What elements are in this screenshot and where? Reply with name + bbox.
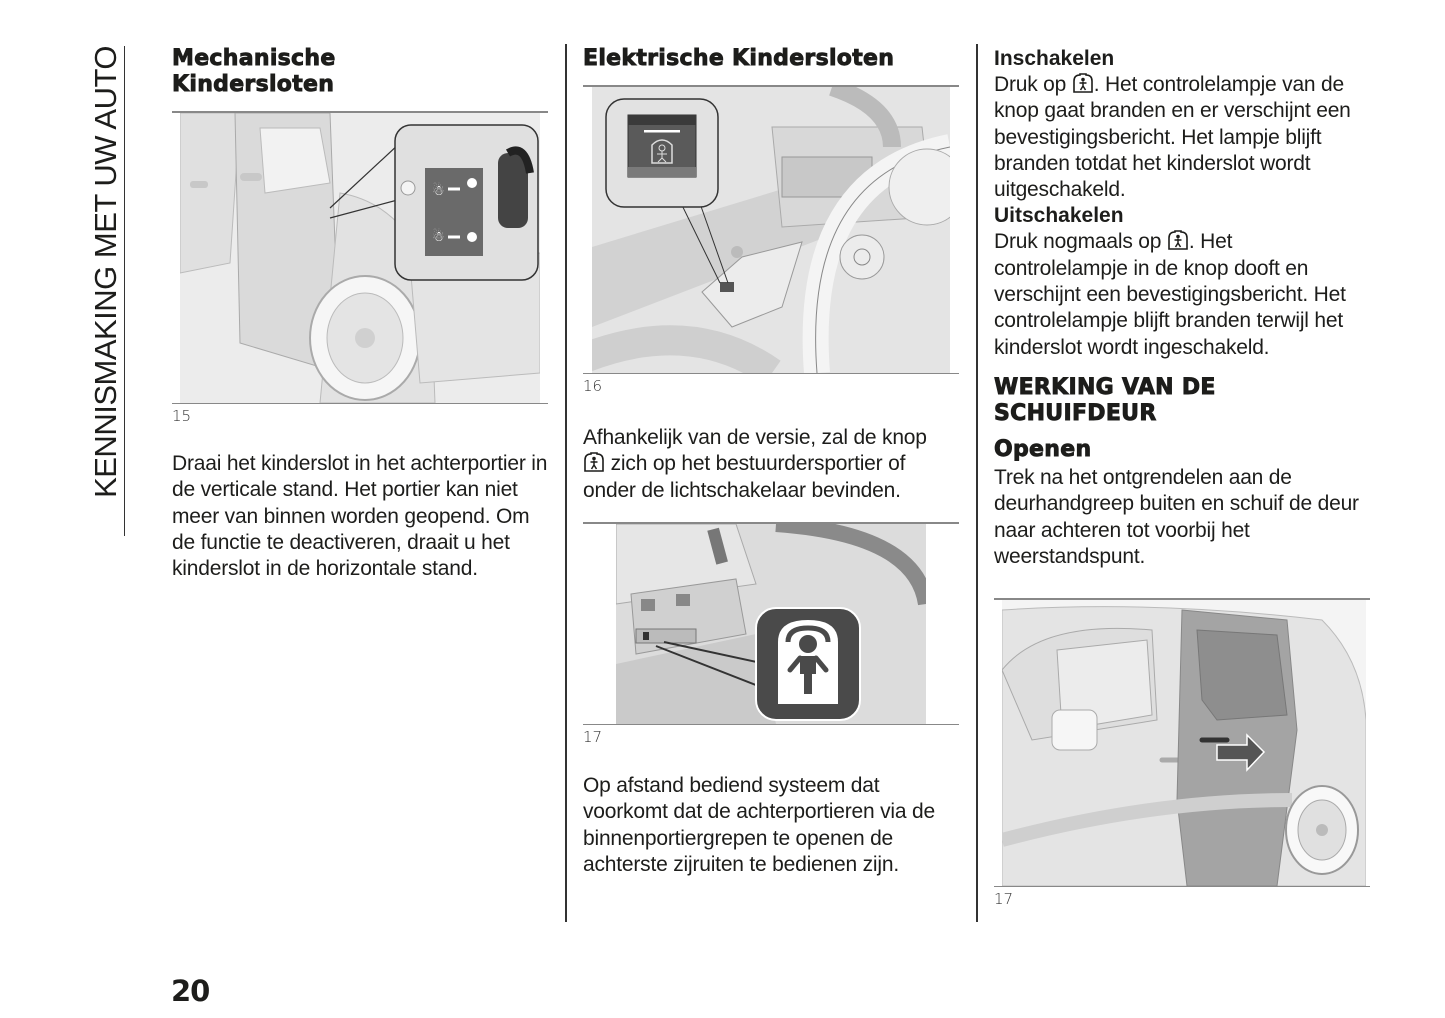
child-lock-icon bbox=[583, 452, 605, 472]
paragraph-enable bbox=[994, 72, 1370, 203]
text-block bbox=[583, 773, 963, 878]
column-electric-child-locks bbox=[583, 44, 959, 72]
figure-number: 16 bbox=[583, 377, 603, 395]
text-span: Afhankelijk van de versie, zal de knop bbox=[583, 426, 927, 449]
heading-line: Kindersloten bbox=[172, 72, 335, 97]
text-block bbox=[172, 451, 552, 582]
heading-line: SCHUIFDEUR bbox=[994, 400, 1157, 426]
section-heading bbox=[172, 46, 548, 98]
figure-number: 17 bbox=[994, 890, 1014, 908]
paragraph-remote-system: Op afstand bediend systeem dat voorkomt dat de achterportieren via de binnenportiergrepen te openen de achterste zijruiten te bedienen zijn. bbox=[583, 774, 935, 876]
column-mechanical-child-locks bbox=[172, 44, 548, 98]
column-divider bbox=[565, 44, 567, 922]
section-heading: Elektrische Kindersloten bbox=[583, 46, 895, 71]
figure-17-dashboard bbox=[583, 522, 959, 747]
svg-text:☃: ☃ bbox=[432, 182, 445, 199]
illustration-light-switch-button bbox=[616, 524, 926, 724]
figure-17-sliding-door bbox=[994, 598, 1370, 909]
heading-line: Mechanische bbox=[172, 46, 336, 71]
text-span: Druk op bbox=[994, 73, 1072, 96]
text-span: . Het controlelampje van de knop gaat branden en er verschijnt een bevestigingsbericht. Het lampje blijft branden totdat het kinderslot wordt uitgeschakeld. bbox=[994, 73, 1351, 202]
heading-line: WERKING VAN DE bbox=[994, 374, 1216, 400]
paragraph-disable bbox=[994, 229, 1370, 360]
text-block bbox=[583, 425, 963, 504]
paragraph-open: Trek na het ontgrendelen aan de deurhandgreep buiten en schuif de deur naar achteren tot voorbij het weerstandspunt. bbox=[994, 465, 1359, 568]
subheading-disable: Uitschakelen bbox=[994, 204, 1124, 228]
figure-rule bbox=[172, 403, 548, 405]
figure-rule bbox=[583, 724, 959, 726]
section-heading-sliding-door bbox=[994, 375, 1370, 427]
column-operation bbox=[994, 46, 1370, 570]
text-span: . Het controlelampje in de knop dooft en verschijnt een bevestigingsbericht. Het controlelampje blijft branden terwijl het kinderslot wordt ingeschakeld. bbox=[994, 230, 1346, 359]
figure-number: 15 bbox=[172, 407, 192, 425]
figure-16 bbox=[583, 85, 959, 396]
figure-rule bbox=[583, 373, 959, 375]
page-number: 20 bbox=[171, 974, 210, 1008]
van-side-illustration bbox=[1002, 600, 1366, 886]
illustration-sliding-door bbox=[1002, 600, 1366, 886]
paragraph-mechanical-lock: Draai het kinderslot in het achterportier in de verticale stand. Het portier kan niet meer van binnen worden geopend. Om de functie te deactiveren, draait u het kinderslot in de horizontale stand. bbox=[172, 452, 548, 581]
text-span: zich op het bestuurdersportier of onder de lichtschakelaar bevinden. bbox=[583, 452, 906, 502]
child-lock-icon bbox=[1072, 73, 1094, 93]
figure-number: 17 bbox=[583, 728, 603, 746]
figure-rule bbox=[994, 886, 1370, 888]
figure-15 bbox=[172, 111, 548, 426]
subheading-open: Openen bbox=[994, 436, 1092, 462]
door-panel-illustration bbox=[592, 87, 950, 373]
paragraph-button-location bbox=[583, 425, 963, 504]
chapter-title-text: KENNISMAKING MET UW AUTO bbox=[88, 46, 123, 498]
illustration-driver-door-button bbox=[592, 87, 950, 373]
subheading-enable: Inschakelen bbox=[994, 47, 1115, 70]
column-divider bbox=[976, 44, 978, 922]
child-lock-icon bbox=[1167, 230, 1189, 250]
van-rear-door-illustration bbox=[180, 113, 540, 403]
illustration-rear-door-child-lock bbox=[180, 113, 540, 403]
text-span: Druk nogmaals op bbox=[994, 230, 1167, 254]
chapter-title-vertical bbox=[84, 46, 125, 536]
dashboard-illustration bbox=[616, 524, 926, 724]
svg-text:☃: ☃ bbox=[432, 228, 445, 245]
